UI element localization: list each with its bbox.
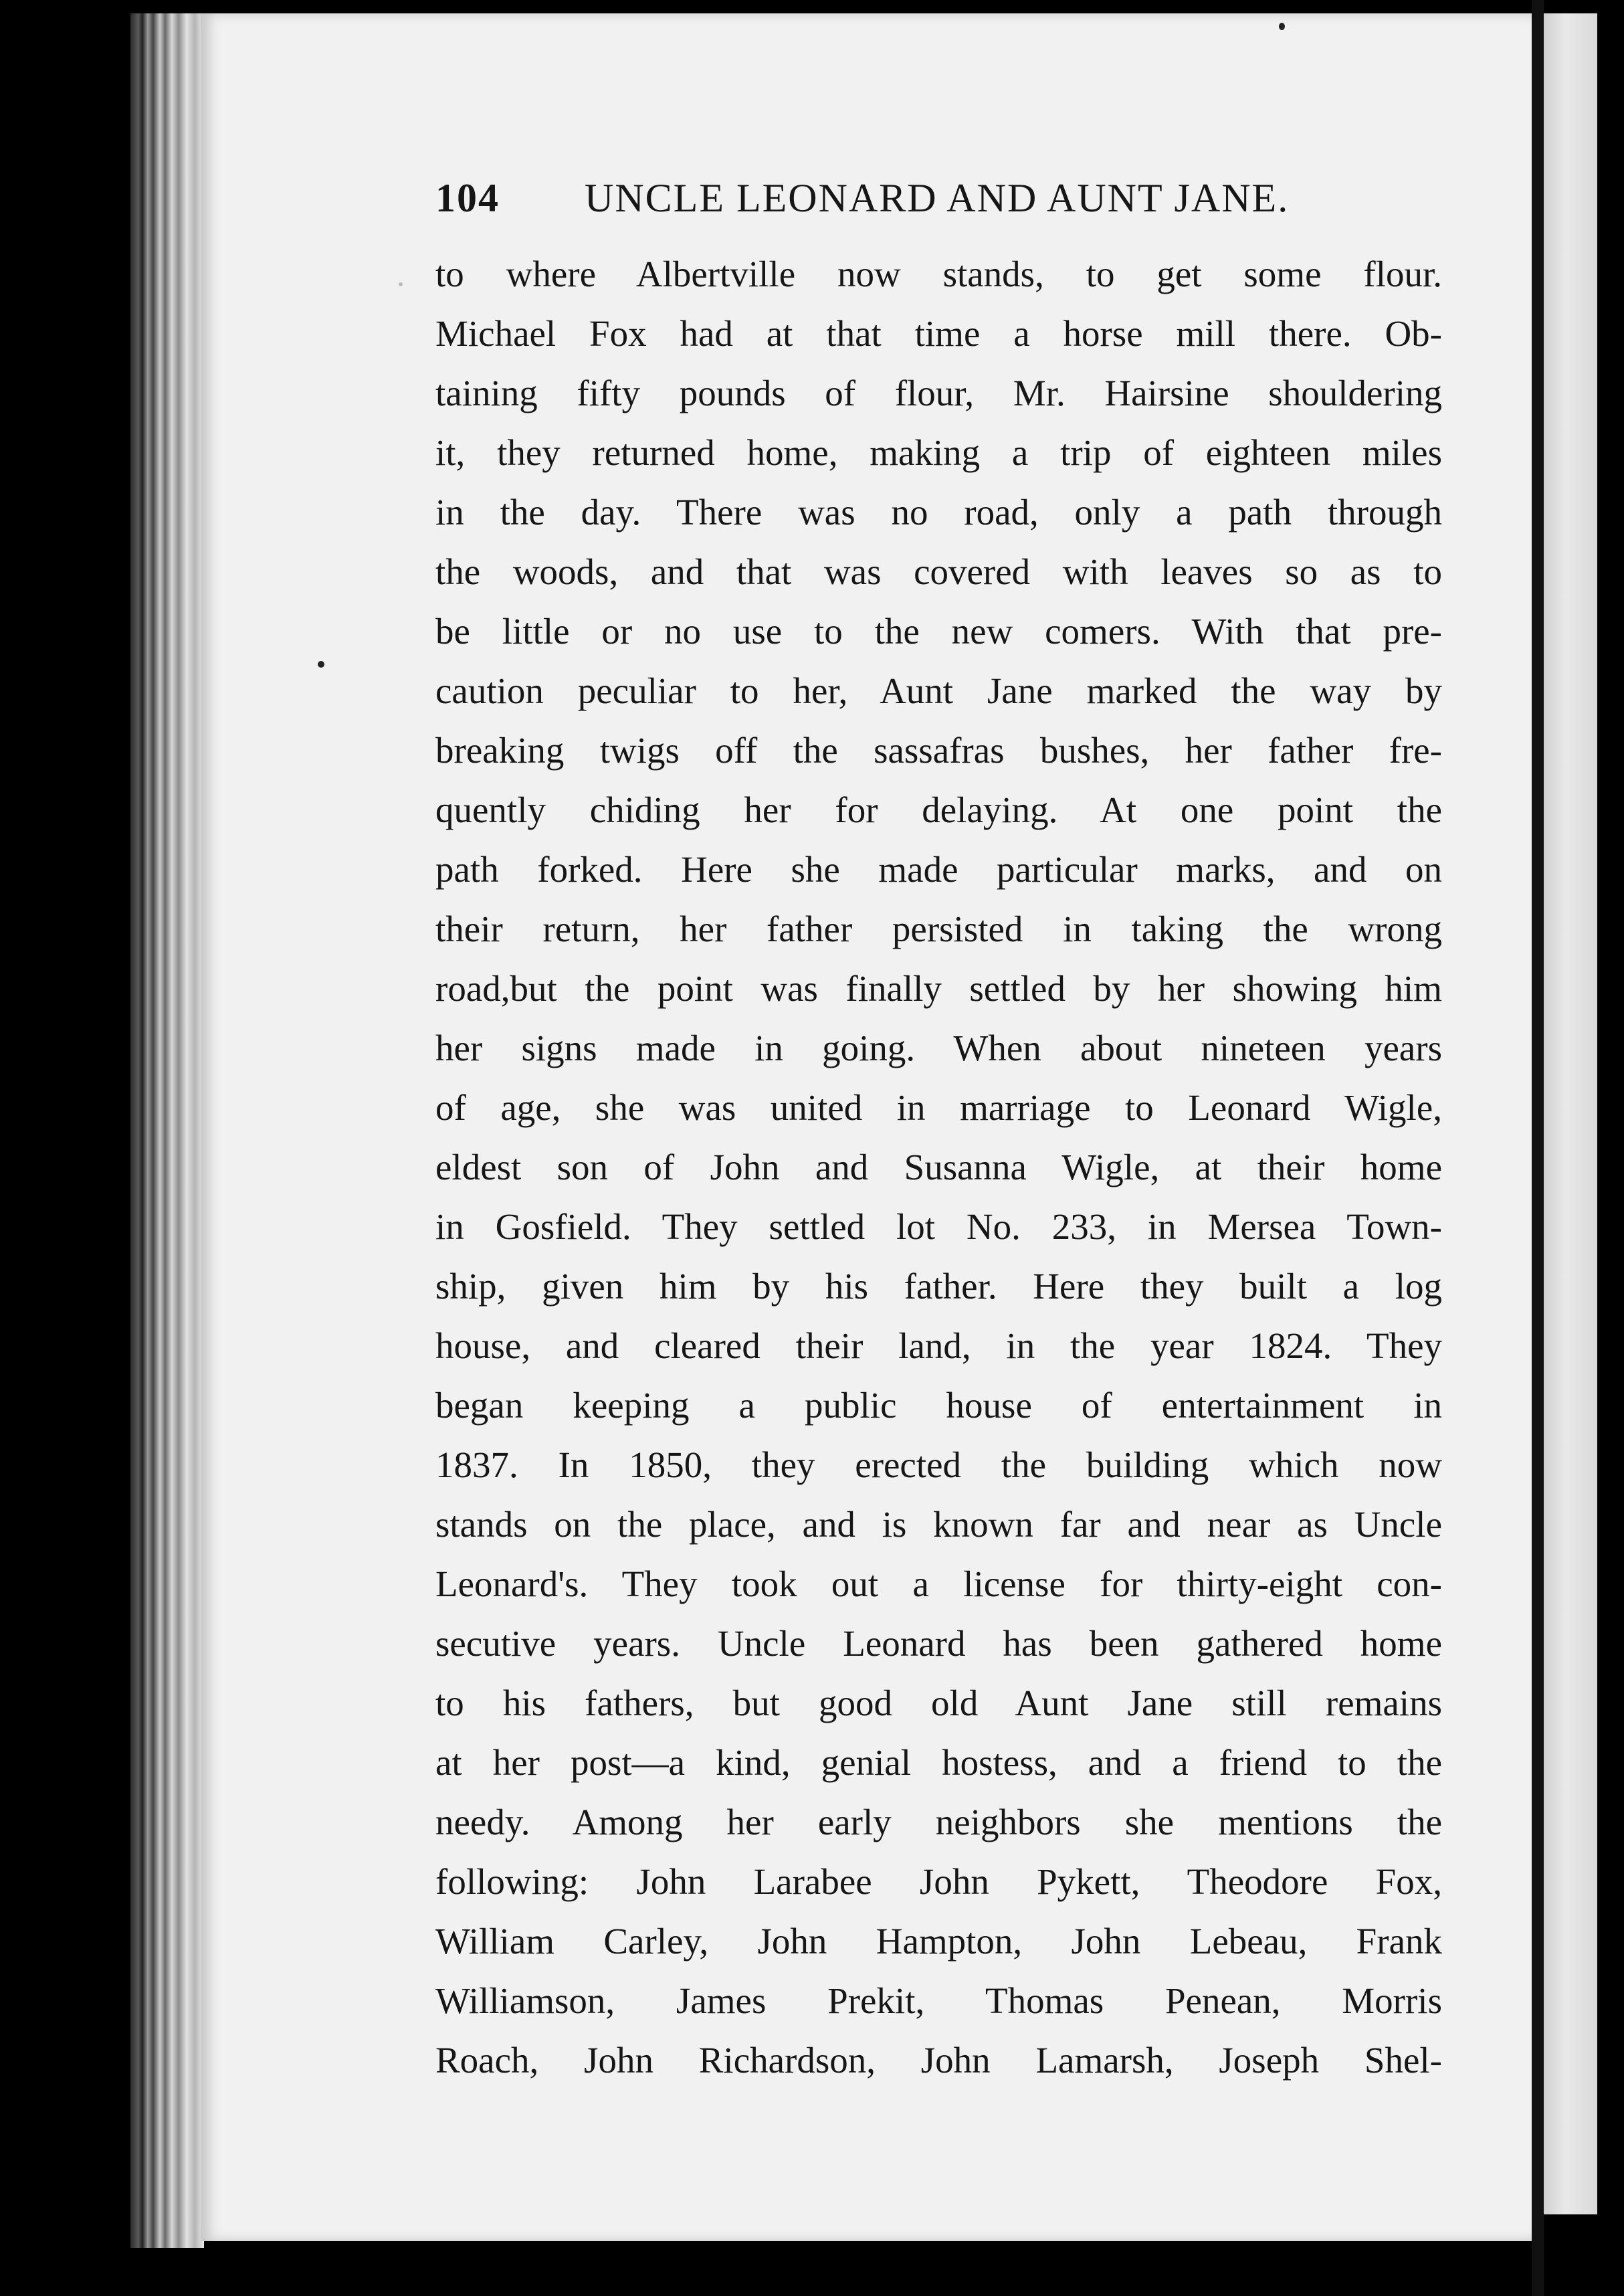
text-line: her signs made in going. When about nineteen years (435, 1028, 1442, 1068)
text-line: stands on the place, and is known far and near as Uncle (435, 1504, 1442, 1545)
text-line: the woods, and that was covered with leaves so as to (435, 551, 1442, 592)
text-line: be little or no use to the new comers. With that pre- (435, 611, 1442, 652)
text-line: 1837. In 1850, they erected the building which now (435, 1444, 1442, 1485)
page-number: 104 (435, 176, 500, 220)
text-line: secutive years. Uncle Leonard has been gathered home (435, 1623, 1442, 1664)
text-line: path forked. Here she made particular marks, and on (435, 849, 1442, 890)
text-line: needy. Among her early neighbors she mentions the (435, 1802, 1442, 1842)
text-line: house, and cleared their land, in the year 1824. They (435, 1325, 1442, 1366)
ink-speck (1279, 23, 1285, 30)
text-line: breaking twigs off the sassafras bushes, her father fre- (435, 730, 1442, 771)
text-line: in the day. There was no road, only a path through (435, 492, 1442, 533)
text-line: of age, she was united in marriage to Leonard Wigle, (435, 1087, 1442, 1128)
text-line: Roach, John Richardson, John Lamarsh, Joseph Shel- (435, 2040, 1442, 2081)
text-line: ship, given him by his father. Here they built a log (435, 1266, 1442, 1307)
text-line: caution peculiar to her, Aunt Jane marked the way by (435, 670, 1442, 711)
text-line: eldest son of John and Susanna Wigle, at their home (435, 1147, 1442, 1187)
text-line: to his fathers, but good old Aunt Jane still remains (435, 1683, 1442, 1723)
text-line: Leonard's. They took out a license for thirty-eight con- (435, 1563, 1442, 1604)
text-line: at her post—a kind, genial hostess, and a friend to the (435, 1742, 1442, 1783)
text-line: quently chiding her for delaying. At one point the (435, 789, 1442, 830)
ink-speck (399, 282, 403, 286)
text-line: William Carley, John Hampton, John Lebeau, Frank (435, 1921, 1442, 1962)
text-line: their return, her father persisted in taking the wrong (435, 908, 1442, 949)
text-line: in Gosfield. They settled lot No. 233, in Mersea Town- (435, 1206, 1442, 1247)
text-line: following: John Larabee John Pykett, Theodore Fox, (435, 1861, 1442, 1902)
running-head (435, 175, 1305, 229)
text-line: Williamson, James Prekit, Thomas Penean, Morris (435, 1980, 1442, 2021)
running-title: UNCLE LEONARD AND AUNT JANE. (585, 176, 1290, 220)
book-page-edges (130, 13, 204, 2248)
text-line: to where Albertville now stands, to get some flour. (435, 254, 1442, 294)
text-line: taining fifty pounds of flour, Mr. Hairsine shouldering (435, 373, 1442, 413)
next-page-edge (1544, 13, 1597, 2214)
text-line: began keeping a public house of entertainment in (435, 1385, 1442, 1426)
body-text (435, 244, 1442, 2090)
page-gutter (1532, 0, 1544, 2296)
ink-speck (318, 661, 324, 668)
text-line: Michael Fox had at that time a horse mill there. Ob- (435, 313, 1442, 354)
text-line: it, they returned home, making a trip of eighteen miles (435, 432, 1442, 473)
text-line: road,but the point was finally settled by her showing him (435, 968, 1442, 1009)
